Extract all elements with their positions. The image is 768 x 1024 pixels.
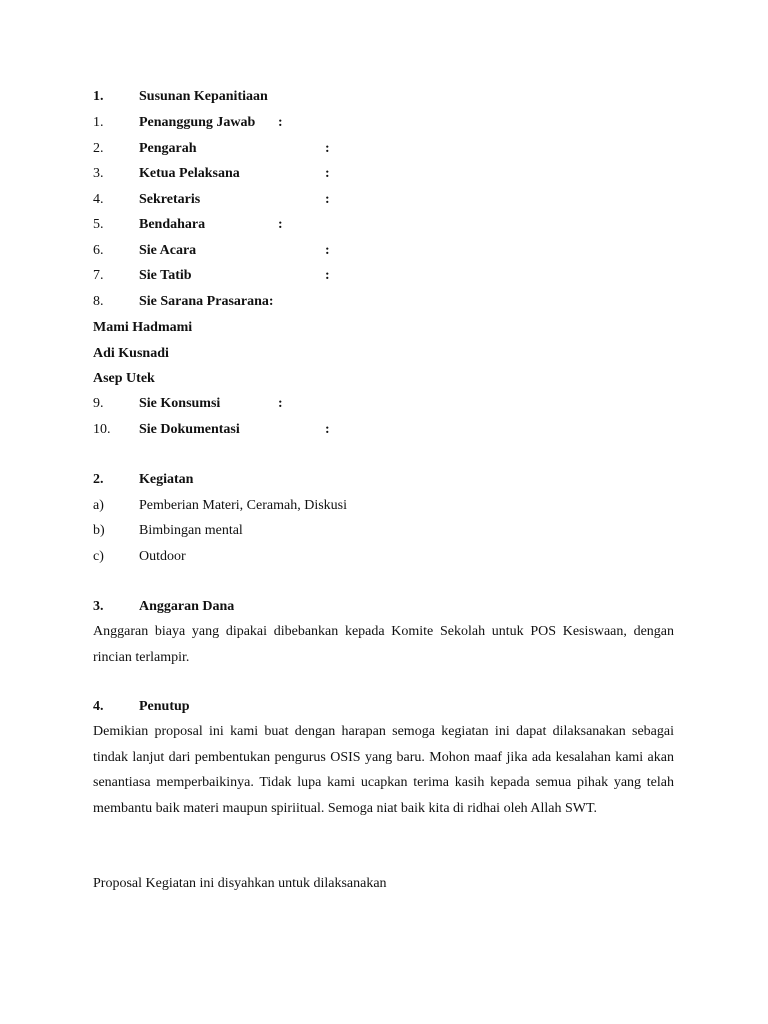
section-title: Susunan Kepanitiaan [139,89,268,104]
item-number: 6. [93,243,104,258]
item-label: Outdoor [139,549,186,564]
item-label: Sie Dokumentasi [139,422,240,437]
budget-paragraph: Anggaran biaya yang dipakai dibebankan kepada Komite Sekolah untuk POS Kesiswaan, dengan rincian terlampir. [93,624,674,665]
section-title: Kegiatan [139,472,194,487]
item-colon: : [278,396,283,411]
section-number: 3. [93,599,104,614]
item-label: Pengarah [139,141,197,156]
item-number: 9. [93,396,104,411]
item-number: 7. [93,268,104,283]
member-name: Mami Hadmami [93,320,193,335]
item-number: 8. [93,294,104,309]
item-label: Sie Konsumsi [139,396,221,411]
item-colon: : [325,192,330,207]
item-colon: : [325,422,330,437]
item-number: 1. [93,115,104,130]
item-label: Pemberian Materi, Ceramah, Diskusi [139,498,348,513]
item-letter: a) [93,498,104,513]
section-number: 2. [93,472,104,487]
item-number: 4. [93,192,104,207]
item-label: Penanggung Jawab [139,115,256,130]
item-colon: : [325,166,330,181]
item-label: Ketua Pelaksana [139,166,240,181]
item-number: 3. [93,166,104,181]
item-colon: : [278,217,283,232]
item-colon: : [325,141,330,156]
item-number: 2. [93,141,104,156]
item-number: 10. [93,422,111,437]
item-colon: : [325,243,330,258]
closing-paragraph: Demikian proposal ini kami buat dengan harapan semoga kegiatan ini dapat dilaksanakan sebagai tindak lanjut dari pembentukan pengurus OSIS yang baru. Mohon maaf jika ada kesalahan kami akan senantiasa memperbaikinya. Tidak lupa kami ucapkan terima kasih kepada semua pihak yang telah membantu baik materi maupun spiriitual. Semoga niat baik kita di ridhai oleh Allah SWT. [93,724,674,816]
item-letter: b) [93,523,105,538]
item-colon: : [325,268,330,283]
item-letter: c) [93,549,104,564]
section-title: Penutup [139,699,190,714]
item-colon: : [278,115,283,130]
item-label: Sie Tatib [139,268,192,283]
member-name: Adi Kusnadi [93,346,169,361]
member-name: Asep Utek [93,371,155,386]
item-label: Bendahara [139,217,206,232]
approval-statement: Proposal Kegiatan ini disyahkan untuk dilaksanakan [93,876,387,891]
section-number: 1. [93,89,104,104]
section-title: Anggaran Dana [139,599,235,614]
item-number: 5. [93,217,104,232]
section-number: 4. [93,699,104,714]
item-label: Sie Sarana Prasarana: [139,294,274,309]
item-label: Sie Acara [139,243,197,258]
item-label: Bimbingan mental [139,523,243,538]
item-label: Sekretaris [139,192,201,207]
